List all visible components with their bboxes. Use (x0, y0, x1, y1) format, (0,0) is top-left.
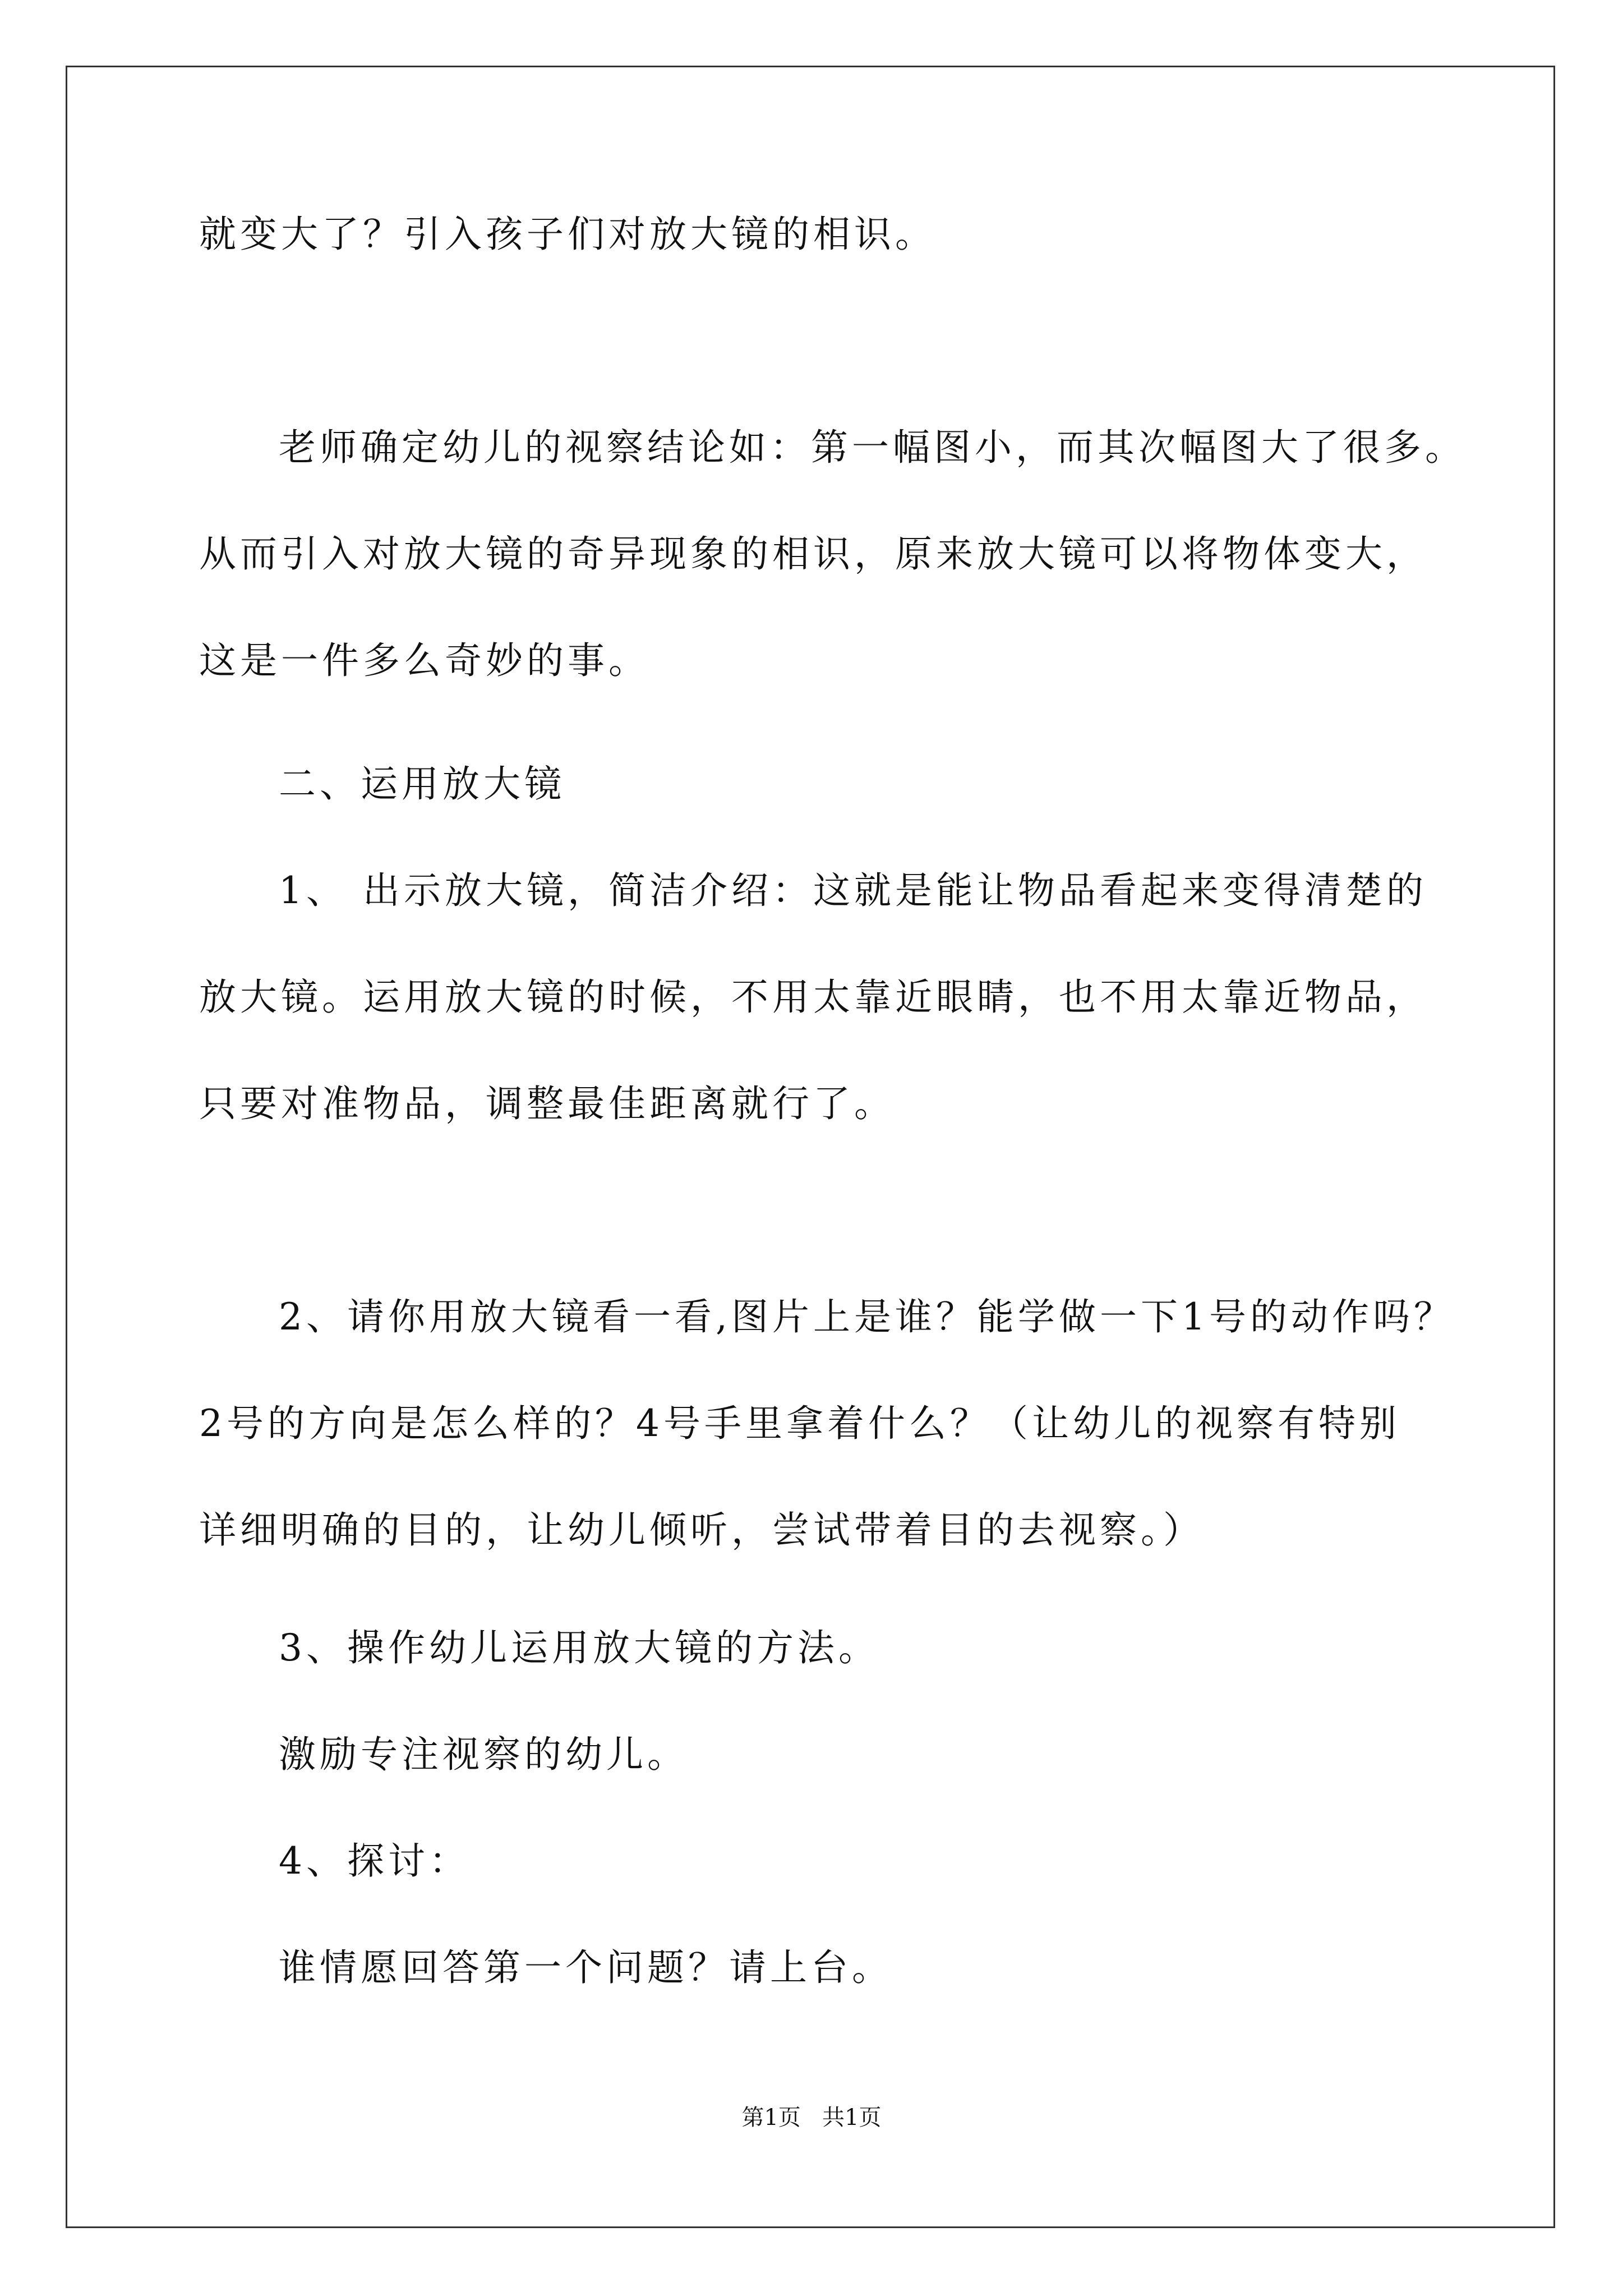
page-border (66, 66, 1555, 2228)
text-line: 2号的方向是怎么样的？4号手里拿着什么？（让幼儿的视察有特别 (199, 1402, 1400, 1445)
text-line: 从而引入对放大镜的奇异现象的相识，原来放大镜可以将物体变大， (199, 532, 1427, 576)
text-line: 1、 出示放大镜，简洁介绍：这就是能让物品看起来变得清楚的 (279, 869, 1427, 912)
text-line: 只要对准物品，调整最佳距离就行了。 (199, 1082, 895, 1125)
page-footer: 第1页 共1页 (741, 2105, 882, 2131)
text-line: 就变大了？引入孩子们对放大镜的相识。 (199, 213, 936, 256)
text-line: 2、请你用放大镜看一看,图片上是谁？能学做一下1号的动作吗？ (279, 1295, 1455, 1338)
text-line: 4、探讨： (279, 1839, 470, 1883)
text-line: 激励专注视察的幼儿。 (279, 1733, 688, 1776)
text-line: 详细明确的目的，让幼儿倾听，尝试带着目的去视察。） (199, 1508, 1204, 1552)
section-heading: 二、运用放大镜 (279, 762, 565, 806)
text-line: 谁情愿回答第一个问题？请上台。 (279, 1946, 893, 1989)
text-line: 这是一件多么奇妙的事。 (199, 639, 649, 682)
text-line: 老师确定幼儿的视察结论如：第一幅图小，而其次幅图大了很多。 (279, 426, 1466, 469)
text-line: 放大镜。运用放大镜的时候，不用太靠近眼睛，也不用太靠近物品， (199, 976, 1427, 1019)
text-line: 3、操作幼儿运用放大镜的方法。 (279, 1626, 879, 1669)
